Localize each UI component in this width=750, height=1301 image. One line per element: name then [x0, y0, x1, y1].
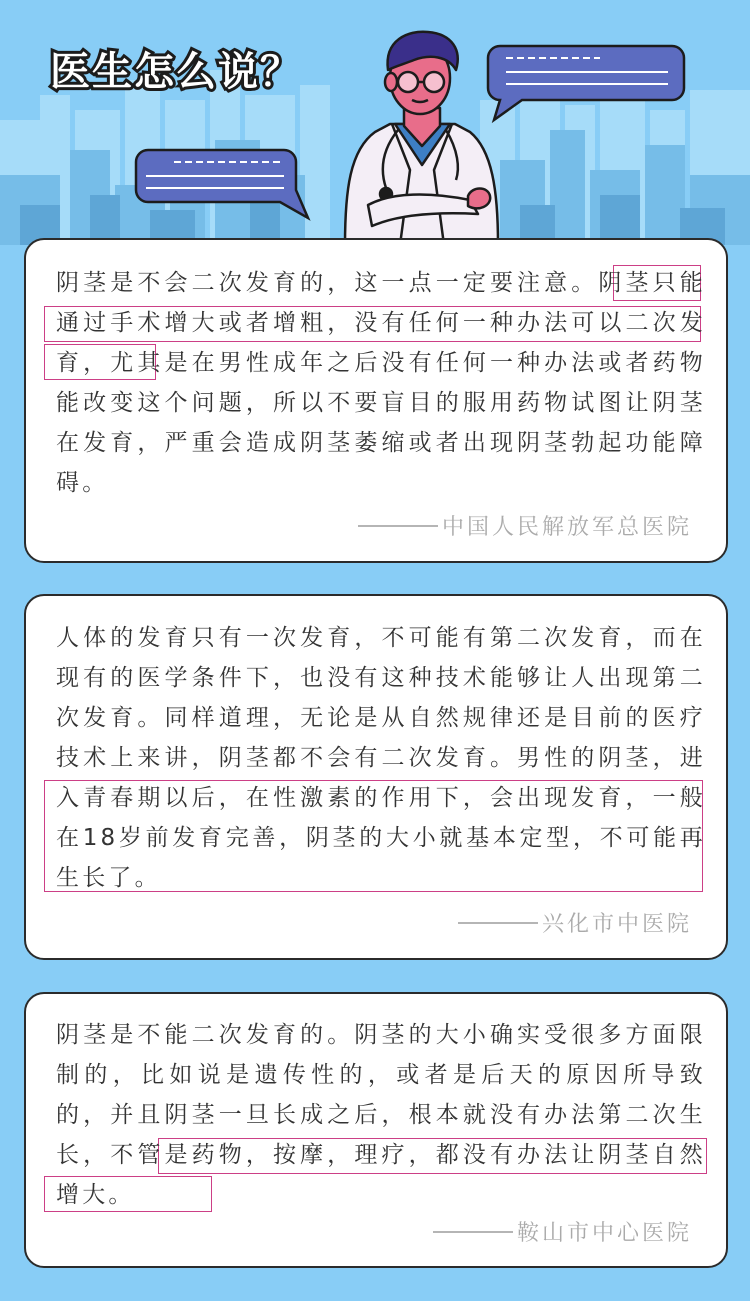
source-name: 中国人民解放军总医院 [441, 515, 692, 540]
doctor-figure [345, 32, 498, 245]
quote-card-2 [24, 594, 728, 960]
header-illustration [0, 0, 750, 245]
quote-card-3 [24, 992, 728, 1268]
dash-line [433, 1231, 513, 1233]
city-skyline-illustration [0, 0, 750, 245]
quote-card-1 [24, 238, 728, 563]
source-attribution [358, 510, 692, 541]
dash-line [358, 525, 438, 527]
source-attribution [458, 907, 692, 938]
source-attribution [433, 1216, 692, 1247]
source-name: 鞍山市中心医院 [516, 1221, 692, 1246]
quote-text: 阴茎是不能二次发育的。阴茎的大小确实受很多方面限制的，比如说是遗传性的，或者是后天的原因所导致的，并且阴茎一旦长成之后，根本就没有办法第二次生长，不管是药物，按摩，理疗，都没有办法让阴茎自然增大。 [56, 1022, 706, 1208]
quote-text: 人体的发育只有一次发育，不可能有第二次发育，而在现有的医学条件下，也没有这种技术能够让人出现第二次发育。同样道理，无论是从自然规律还是目前的医疗技术上来讲，阴茎都不会有二次发育。男性的阴茎，进入青春期以后，在性激素的作用下，会出现发育，一般在18岁前发育完善，阴茎的大小就基本定型，不可能再生长了。 [56, 625, 706, 891]
page-title: 医生怎么说？ [50, 49, 302, 95]
source-name: 兴化市中医院 [541, 912, 692, 937]
dash-line [458, 922, 538, 924]
quote-text: 阴茎是不会二次发育的，这一点一定要注意。阴茎只能通过手术增大或者增粗，没有任何一种办法可以二次发育，尤其是在男性成年之后没有任何一种办法或者药物能改变这个问题，所以不要盲目的服用药物试图让阴茎在发育，严重会造成阴茎萎缩或者出现阴茎勃起功能障碍。 [56, 270, 706, 496]
